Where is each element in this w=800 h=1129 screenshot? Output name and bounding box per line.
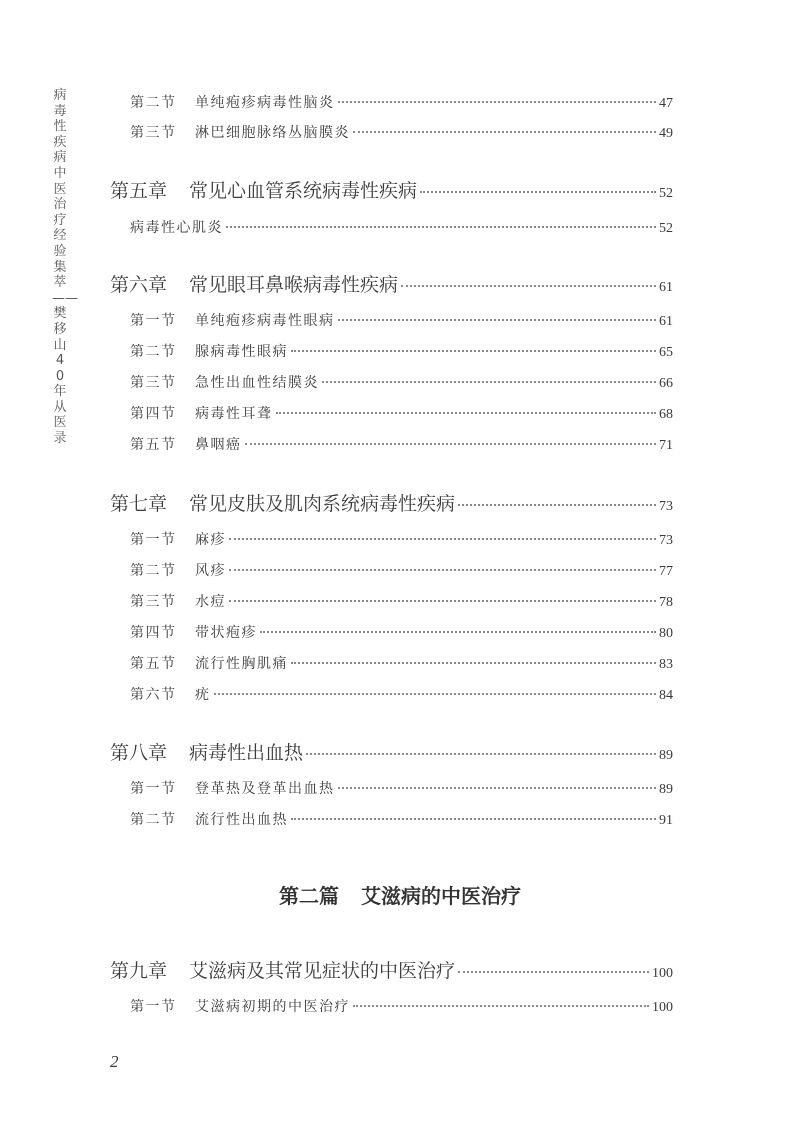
dot-leader xyxy=(458,504,656,506)
entry-label: 第三节 xyxy=(130,375,177,391)
entry-label: 第二节 xyxy=(130,95,177,111)
entry-title: 常见皮肤及肌肉系统病毒性疾病 xyxy=(189,493,456,515)
entry-title: 水痘 xyxy=(195,594,226,610)
entry-page: 77 xyxy=(659,564,673,579)
toc-section-entry xyxy=(0,622,800,642)
entry-page: 71 xyxy=(659,438,673,453)
entry-page: 52 xyxy=(659,186,673,201)
toc-section-entry xyxy=(0,92,800,112)
toc-section-entry xyxy=(0,560,800,580)
page-number: 2 xyxy=(110,1052,119,1071)
entry-page: 61 xyxy=(659,314,673,329)
toc-section-entry xyxy=(0,434,800,454)
dot-leader xyxy=(245,443,657,445)
dot-leader xyxy=(229,538,656,540)
entry-label: 第三节 xyxy=(130,594,177,610)
entry-title: 艾滋病及其常见症状的中医治疗 xyxy=(189,960,456,982)
entry-page: 83 xyxy=(659,657,673,672)
dot-leader xyxy=(229,569,656,571)
entry-label: 第一节 xyxy=(130,313,177,329)
entry-title: 登革热及登革出血热 xyxy=(195,781,335,797)
toc-chapter-entry xyxy=(0,956,800,983)
entry-title: 淋巴细胞脉络丛脑膜炎 xyxy=(195,125,350,141)
entry-label: 第五节 xyxy=(130,656,177,672)
entry-label: 第五节 xyxy=(130,437,177,453)
toc-section-entry xyxy=(0,809,800,829)
entry-page: 73 xyxy=(659,533,673,548)
entry-label: 第一节 xyxy=(130,532,177,548)
toc-chapter-entry xyxy=(0,489,800,516)
entry-page: 89 xyxy=(659,748,673,763)
entry-title: 腺病毒性眼病 xyxy=(195,344,288,360)
dot-leader xyxy=(276,412,657,414)
toc-section-entry xyxy=(0,529,800,549)
entry-title: 病毒性心肌炎 xyxy=(130,220,223,236)
toc-section-entry xyxy=(0,996,800,1016)
dot-leader xyxy=(353,131,656,133)
dot-leader xyxy=(401,285,656,287)
entry-title: 疣 xyxy=(195,687,211,703)
entry-label: 第三节 xyxy=(130,125,177,141)
entry-label: 第九章 xyxy=(110,960,168,982)
dot-leader xyxy=(338,787,657,789)
entry-page: 73 xyxy=(659,499,673,514)
toc-chapter-entry xyxy=(0,270,800,297)
toc-section-entry xyxy=(0,653,800,673)
entry-title: 常见心血管系统病毒性疾病 xyxy=(189,180,418,202)
dot-leader xyxy=(291,662,656,664)
part-heading xyxy=(0,880,800,909)
toc-section-entry xyxy=(0,122,800,142)
toc-section-entry xyxy=(0,341,800,361)
running-title: 病毒性疾病中医治疗经验集萃——樊移山40年从医录 xyxy=(52,88,78,447)
entry-label: 第二节 xyxy=(130,563,177,579)
entry-label: 第四节 xyxy=(130,406,177,422)
entry-title: 流行性胸肌痛 xyxy=(195,656,288,672)
dot-leader xyxy=(338,319,657,321)
toc-section-entry xyxy=(0,217,800,237)
part-title: 艾滋病的中医治疗 xyxy=(361,884,521,908)
entry-title: 鼻咽癌 xyxy=(195,437,242,453)
entry-page: 84 xyxy=(659,688,673,703)
toc-section-entry xyxy=(0,684,800,704)
entry-page: 80 xyxy=(659,626,673,641)
dot-leader xyxy=(291,350,656,352)
toc-section-entry xyxy=(0,778,800,798)
entry-label: 第一节 xyxy=(130,781,177,797)
entry-page: 52 xyxy=(659,221,673,236)
toc-chapter-entry xyxy=(0,176,800,203)
part-label: 第二篇 xyxy=(279,884,339,908)
dot-leader xyxy=(353,1005,649,1007)
entry-title: 单纯疱疹病毒性眼病 xyxy=(195,313,335,329)
entry-title: 病毒性耳聋 xyxy=(195,406,273,422)
entry-title: 流行性出血热 xyxy=(195,812,288,828)
dot-leader xyxy=(338,101,657,103)
dot-leader xyxy=(306,753,656,755)
dot-leader xyxy=(291,818,656,820)
entry-label: 第六章 xyxy=(110,274,168,296)
entry-label: 第八章 xyxy=(110,742,168,764)
entry-label: 第六节 xyxy=(130,687,177,703)
entry-page: 66 xyxy=(659,376,673,391)
entry-page: 100 xyxy=(652,1000,673,1015)
entry-page: 68 xyxy=(659,407,673,422)
entry-title: 麻疹 xyxy=(195,532,226,548)
entry-page: 61 xyxy=(659,280,673,295)
dot-leader xyxy=(420,191,656,193)
entry-label: 第一节 xyxy=(130,999,177,1015)
dot-leader xyxy=(214,693,657,695)
toc-section-entry xyxy=(0,372,800,392)
dot-leader xyxy=(226,226,656,228)
entry-title: 病毒性出血热 xyxy=(189,742,304,764)
toc-section-entry xyxy=(0,310,800,330)
entry-title: 急性出血性结膜炎 xyxy=(195,375,319,391)
entry-title: 风疹 xyxy=(195,563,226,579)
entry-page: 78 xyxy=(659,595,673,610)
entry-label: 第二节 xyxy=(130,812,177,828)
entry-label: 第二节 xyxy=(130,344,177,360)
entry-page: 100 xyxy=(652,966,673,981)
entry-title: 艾滋病初期的中医治疗 xyxy=(195,999,350,1015)
entry-title: 常见眼耳鼻喉病毒性疾病 xyxy=(189,274,399,296)
toc-section-entry xyxy=(0,403,800,423)
entry-page: 91 xyxy=(659,813,673,828)
entry-label: 第五章 xyxy=(110,180,168,202)
toc-section-entry xyxy=(0,591,800,611)
entry-page: 49 xyxy=(659,126,673,141)
dot-leader xyxy=(260,631,656,633)
entry-page: 47 xyxy=(659,96,673,111)
toc-chapter-entry xyxy=(0,738,800,765)
entry-page: 65 xyxy=(659,345,673,360)
entry-label: 第四节 xyxy=(130,625,177,641)
dot-leader xyxy=(229,600,656,602)
entry-page: 89 xyxy=(659,782,673,797)
dot-leader xyxy=(322,381,656,383)
entry-title: 带状疱疹 xyxy=(195,625,257,641)
dot-leader xyxy=(458,971,649,973)
entry-label: 第七章 xyxy=(110,493,168,515)
entry-title: 单纯疱疹病毒性脑炎 xyxy=(195,95,335,111)
